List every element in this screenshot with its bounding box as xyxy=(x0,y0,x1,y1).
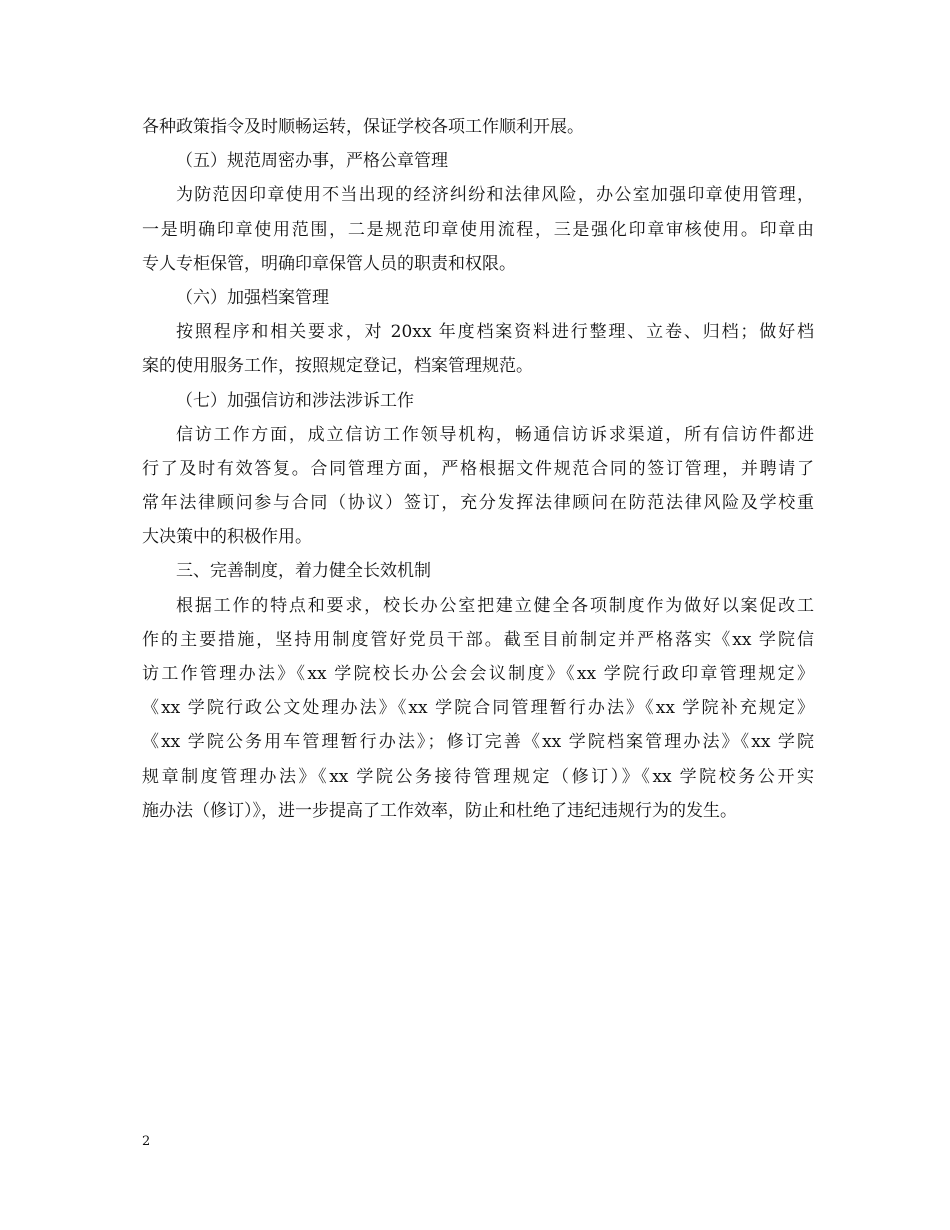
text-line: 大决策中的积极作用。 xyxy=(142,527,312,548)
text-line: 按照程序和相关要求，对 20xx 年度档案资料进行整理、立卷、归档；做好档 xyxy=(176,322,814,343)
text-line: 根据工作的特点和要求，校长办公室把建立健全各项制度作为做好以案促改工 xyxy=(176,595,814,616)
text-line: 一是明确印章使用范围，二是规范印章使用流程，三是强化印章审核使用。印章由 xyxy=(142,219,814,240)
text-line: 《xx 学院公务用车管理暂行办法》；修订完善《xx 学院档案管理办法》《xx 学院 xyxy=(142,732,814,753)
text-line: 信访工作方面，成立信访工作领导机构，畅通信访诉求渠道，所有信访件都进 xyxy=(176,424,814,445)
text-line: 专人专柜保管，明确印章保管人员的职责和权限。 xyxy=(142,253,516,274)
page-number: 2 xyxy=(142,1134,151,1149)
text-line: 施办法（修订）》，进一步提高了工作效率，防止和杜绝了违纪违规行为的发生。 xyxy=(142,800,737,821)
text-line: 案的使用服务工作，按照规定登记，档案管理规范。 xyxy=(142,356,533,377)
text-line: 行了及时有效答复。合同管理方面，严格根据文件规范合同的签订管理，并聘请了 xyxy=(142,458,814,479)
document-body xyxy=(142,110,814,828)
text-line: （七）加强信访和涉法涉诉工作 xyxy=(176,390,414,411)
text-line: （五）规范周密办事，严格公章管理 xyxy=(176,151,448,172)
text-line: 各种政策指令及时顺畅运转，保证学校各项工作顺利开展。 xyxy=(142,117,584,137)
text-line: （六）加强档案管理 xyxy=(176,287,329,308)
text-line: 《xx 学院行政公文处理办法》《xx 学院合同管理暂行办法》《xx 学院补充规定》 xyxy=(142,698,814,719)
text-line: 为防范因印章使用不当出现的经济纠纷和法律风险，办公室加强印章使用管理， xyxy=(176,185,814,206)
text-line: 三、完善制度，着力健全长效机制 xyxy=(176,561,431,582)
text-line: 作的主要措施，坚持用制度管好党员干部。截至目前制定并严格落实《xx 学院信 xyxy=(142,629,814,650)
text-line: 访工作管理办法》《xx 学院校长办公会会议制度》《xx 学院行政印章管理规定》 xyxy=(142,664,814,684)
text-line: 规章制度管理办法》《xx 学院公务接待管理规定（修订）》《xx 学院校务公开实 xyxy=(142,766,814,787)
text-line: 常年法律顾问参与合同（协议）签订，充分发挥法律顾问在防范法律风险及学校重 xyxy=(142,493,814,514)
